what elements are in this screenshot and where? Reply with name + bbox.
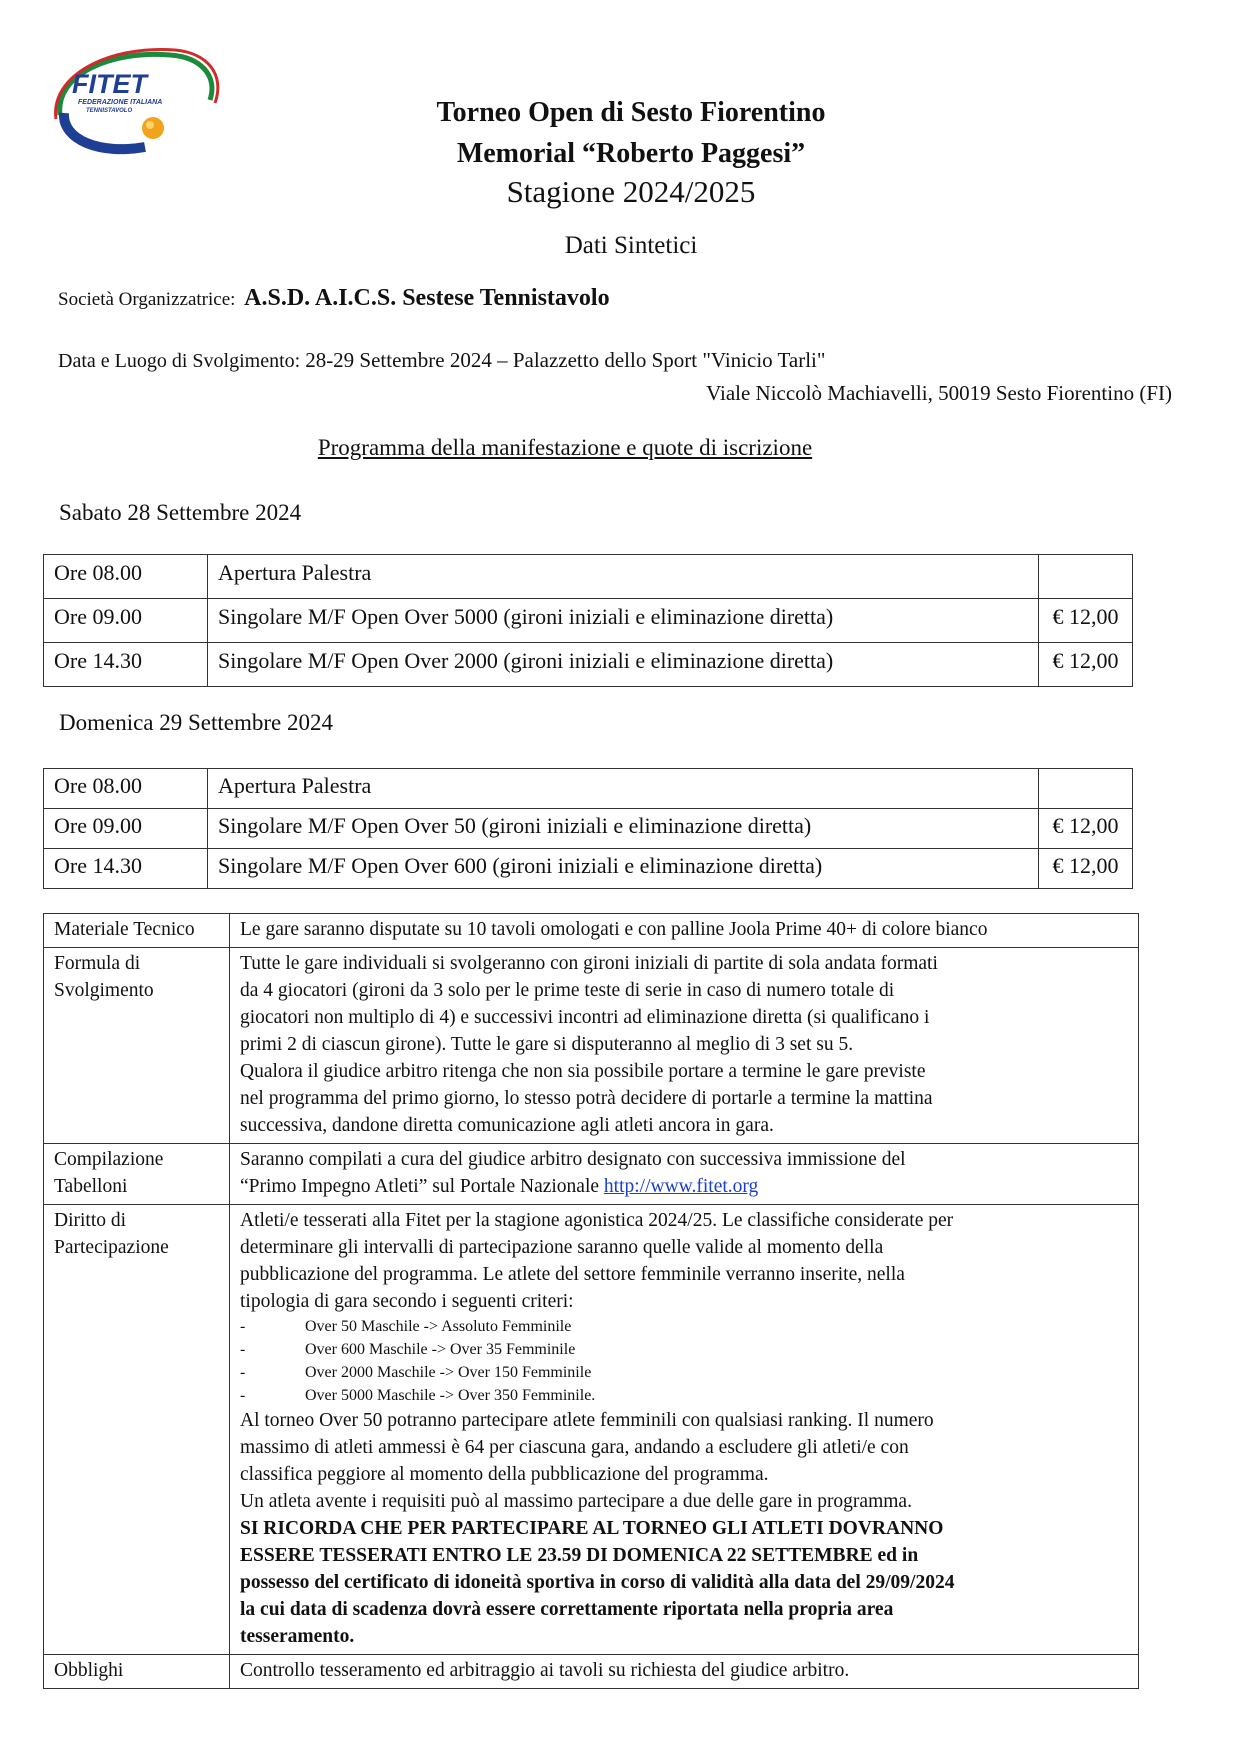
- criteria-item: - Over 600 Maschile -> Over 35 Femminile: [240, 1341, 576, 1358]
- fee-cell: € 12,00: [1039, 643, 1133, 687]
- day-heading-saturday: Sabato 28 Settembre 2024: [59, 500, 302, 525]
- info-text: Tutte le gare individuali si svolgeranno con gironi iniziali di partite di sola andata formati da 4 giocatori (gironi da 3 solo per le prime teste di serie in caso di numero totale di giocatori non multiplo di 4) e successivi incontri ad eliminazione diretta (si qualificano i primi 2 di ciascun girone). Tutte le gare si disputeranno al meglio di 3 set su 5. Qualora il giudice arbitro ritenga che non sia possibile portare a termine le gare previste nel programma del primo giorno, lo stesso potrà decidere di portarle a termine la mattina successiva, dandone diretta comunicazione agli atleti ancora in gara.: [230, 948, 1139, 1144]
- info-label: Diritto di Partecipazione: [44, 1205, 230, 1655]
- venue-address: Viale Niccolò Machiavelli, 50019 Sesto Fiorentino (FI): [706, 381, 1172, 405]
- time-cell: Ore 09.00: [44, 599, 208, 643]
- criteria-item: - Over 50 Maschile -> Assoluto Femminile: [240, 1318, 572, 1335]
- fee-cell: [1039, 555, 1133, 599]
- programma-title: Programma della manifestazione e quote di iscrizione: [317, 435, 813, 460]
- info-row-diritto: [44, 1205, 1139, 1655]
- venue-label: Data e Luogo di Svolgimento:: [58, 350, 301, 372]
- fee-cell: [1039, 769, 1133, 809]
- time-cell: Ore 08.00: [44, 769, 208, 809]
- info-label: Obblighi: [44, 1655, 230, 1689]
- info-text: Saranno compilati a cura del giudice arbitro designato con successiva immissione del “Primo Impegno Atleti” sul Portale Nazionale http://www.fitet.org: [230, 1144, 1139, 1205]
- title-line-2: Memorial “Roberto Paggesi”: [456, 138, 806, 169]
- fitet-portal-link[interactable]: http://www.fitet.org: [603, 1176, 759, 1197]
- venue-date-place: 28-29 Settembre 2024 – Palazzetto dello Sport "Vinicio Tarli": [305, 348, 826, 372]
- title-line-1: Torneo Open di Sesto Fiorentino: [436, 97, 826, 128]
- info-label: Formula di Svolgimento: [44, 948, 230, 1144]
- organizer-label: Società Organizzatrice:: [58, 289, 236, 310]
- table-row: [44, 555, 1133, 599]
- info-label: Compilazione Tabelloni: [44, 1144, 230, 1205]
- organizer-line: [58, 285, 610, 312]
- event-cell: Singolare M/F Open Over 5000 (gironi iniziali e eliminazione diretta): [208, 599, 1039, 643]
- schedule-table-sunday: [43, 768, 1133, 889]
- venue-line-1: [58, 348, 825, 373]
- info-table: [43, 913, 1139, 1689]
- table-row: [44, 643, 1133, 687]
- event-cell: Apertura Palestra: [208, 769, 1039, 809]
- subtitle: Dati Sintetici: [564, 232, 698, 259]
- info-row-formula: [44, 948, 1139, 1144]
- event-cell: Singolare M/F Open Over 2000 (gironi iniziali e eliminazione diretta): [208, 643, 1039, 687]
- event-cell: Apertura Palestra: [208, 555, 1039, 599]
- table-row: [44, 809, 1133, 849]
- fee-cell: € 12,00: [1039, 599, 1133, 643]
- criteria-item: - Over 5000 Maschile -> Over 350 Femminile.: [240, 1387, 596, 1404]
- info-text: Le gare saranno disputate su 10 tavoli omologati e con palline Joola Prime 40+ di colore bianco: [230, 914, 1139, 948]
- logo-subtitle-1: FEDERAZIONE ITALIANA: [78, 99, 163, 106]
- organizer-value: A.S.D. A.I.C.S. Sestese Tennistavolo: [244, 285, 610, 311]
- info-row-obblighi: [44, 1655, 1139, 1689]
- schedule-table-saturday: [43, 554, 1133, 687]
- registration-warning: SI RICORDA CHE PER PARTECIPARE AL TORNEO GLI ATLETI DOVRANNO ESSERE TESSERATI ENTRO LE 23.59 DI DOMENICA 22 SETTEMBRE ed in possesso del certificato di idoneità sportiva in corso di validità alla data del 29/09/2024 la cui data di scadenza dovrà essere correttamente riportata nella propria area tesseramento.: [240, 1518, 955, 1647]
- info-label: Materiale Tecnico: [44, 914, 230, 948]
- info-row-materiale: [44, 914, 1139, 948]
- time-cell: Ore 08.00: [44, 555, 208, 599]
- info-text: Controllo tesseramento ed arbitraggio ai tavoli su richiesta del giudice arbitro.: [230, 1655, 1139, 1689]
- day-heading-sunday: Domenica 29 Settembre 2024: [59, 710, 334, 735]
- season-title: Stagione 2024/2025: [506, 174, 756, 209]
- fee-cell: € 12,00: [1039, 849, 1133, 889]
- time-cell: Ore 14.30: [44, 849, 208, 889]
- logo-acronym: FITET: [72, 69, 147, 99]
- time-cell: Ore 09.00: [44, 809, 208, 849]
- info-text: Atleti/e tesserati alla Fitet per la stagione agonistica 2024/25. Le classifiche considerate per determinare gli intervalli di partecipazione saranno quelle valide al momento della pubblicazione del programma. Le atlete del settore femminile verranno inserite, nella tipologia di gara secondo i seguenti criteri: - Over 50 Maschile -> Assoluto Femminile - Over 600 Maschile -> Over 35 Femminile - Over 2000 Maschile -> Over 150 Femminile - Over 5000 Maschile -> Over 350 Femminile. Al torneo Over 50 potranno partecipare atlete femminili con qualsiasi ranking. Il numero massimo di atleti ammessi è 64 per ciascuna gara, andando a escludere gli atleti/e con classifica peggiore al momento della pubblicazione del programma. Un atleta avente i requisiti può al massimo partecipare a due delle gare in programma. SI RICORDA CHE PER PARTECIPARE AL TORNEO GLI ATLETI DOVRANNO ESSERE TESSERATI ENTRO LE 23.59 DI DOMENICA 22 SETTEMBRE ed in possesso del certificato di idoneità sportiva in corso di validità alla data del 29/09/2024 la cui data di scadenza dovrà essere correttamente riportata nella propria area tesseramento.: [230, 1205, 1139, 1655]
- time-cell: Ore 14.30: [44, 643, 208, 687]
- criteria-item: - Over 2000 Maschile -> Over 150 Femminile: [240, 1364, 592, 1381]
- fee-cell: € 12,00: [1039, 809, 1133, 849]
- table-row: [44, 599, 1133, 643]
- event-cell: Singolare M/F Open Over 600 (gironi iniziali e eliminazione diretta): [208, 849, 1039, 889]
- table-row: [44, 769, 1133, 809]
- info-row-compilazione: [44, 1144, 1139, 1205]
- table-row: [44, 849, 1133, 889]
- logo-subtitle-2: TENNISTAVOLO: [86, 108, 133, 114]
- event-cell: Singolare M/F Open Over 50 (gironi iniziali e eliminazione diretta): [208, 809, 1039, 849]
